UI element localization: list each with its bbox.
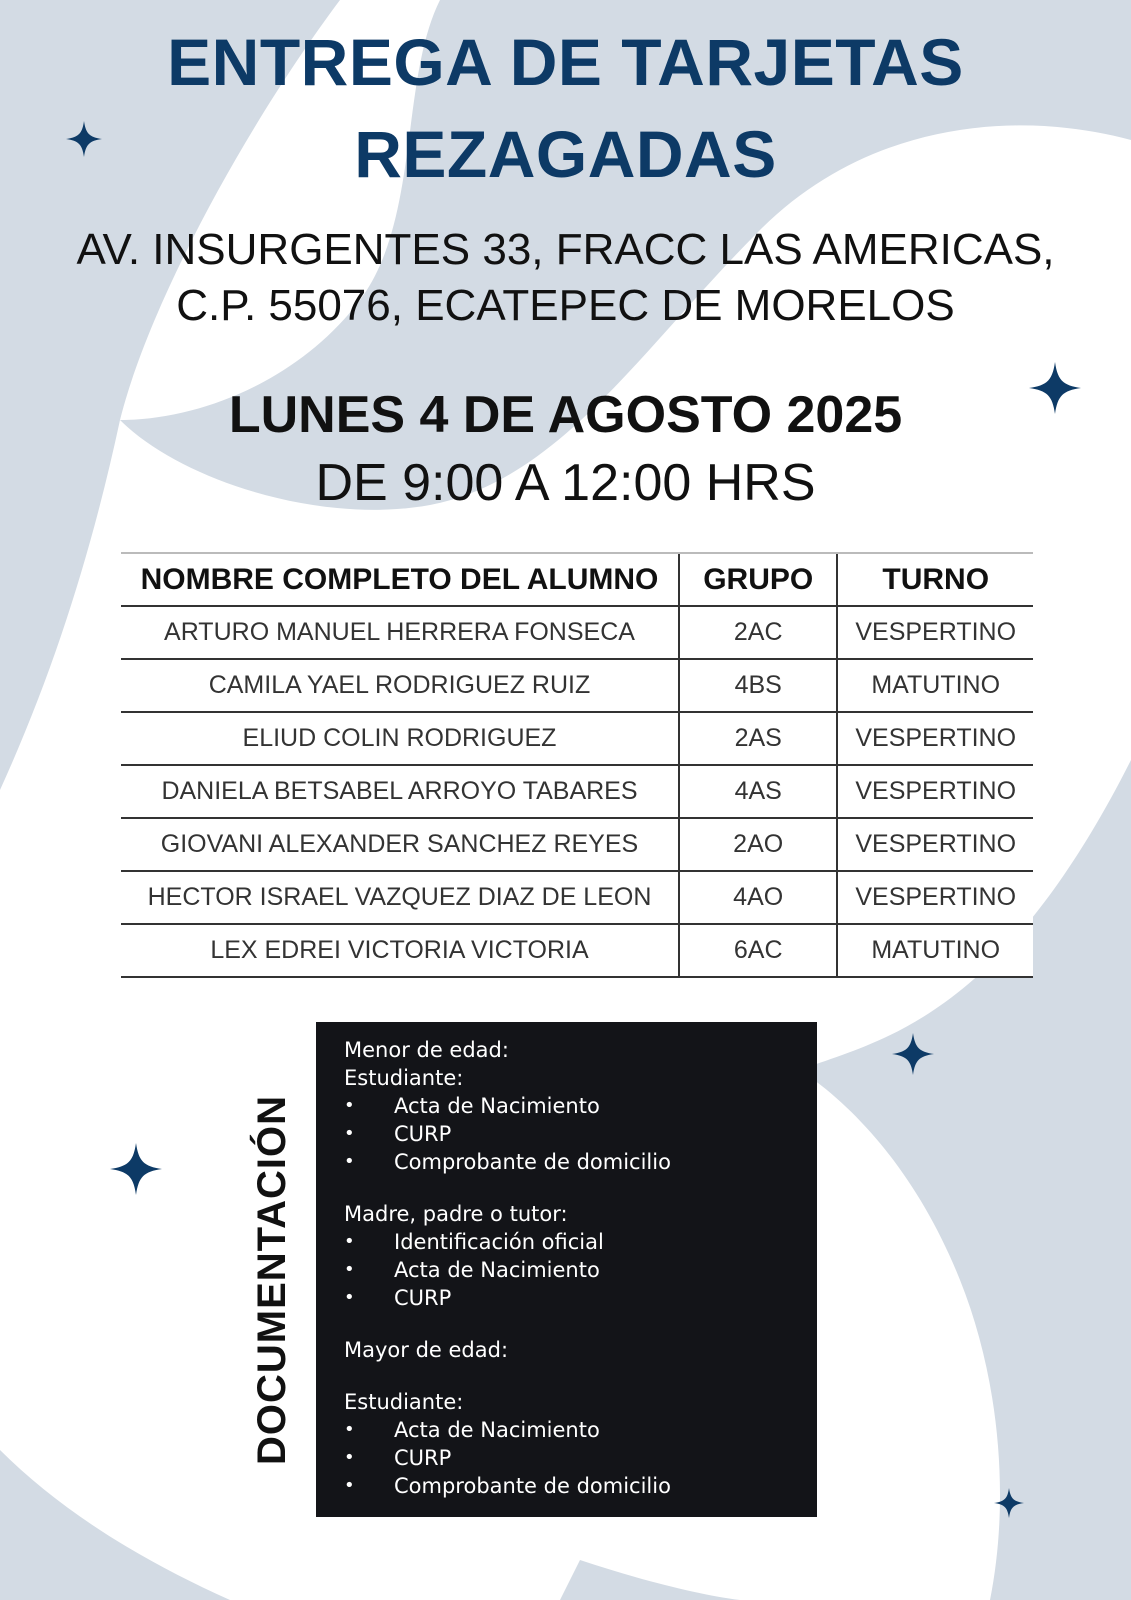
cell-name: DANIELA BETSABEL ARROYO TABARES <box>121 765 679 818</box>
documentation-box <box>316 1022 817 1517</box>
table-row <box>121 871 1033 924</box>
cell-shift: MATUTINO <box>837 659 1033 712</box>
cell-group: 2AS <box>679 712 837 765</box>
list-item: • Acta de Nacimiento <box>344 1092 797 1120</box>
cell-name: ELIUD COLIN RODRIGUEZ <box>121 712 679 765</box>
adult-heading: Mayor de edad: <box>344 1338 509 1362</box>
sparkle-icon <box>110 1143 162 1195</box>
cell-group: 2AC <box>679 606 837 659</box>
cell-name: GIOVANI ALEXANDER SANCHEZ REYES <box>121 818 679 871</box>
minor-heading: Menor de edad: <box>344 1038 509 1062</box>
cell-name: CAMILA YAEL RODRIGUEZ RUIZ <box>121 659 679 712</box>
page-title <box>0 16 1131 200</box>
cell-shift: VESPERTINO <box>837 818 1033 871</box>
address-line-1: AV. INSURGENTES 33, FRACC LAS AMERICAS, <box>76 225 1055 274</box>
list-item: • CURP <box>344 1444 797 1472</box>
header-name: NOMBRE COMPLETO DEL ALUMNO <box>121 553 679 606</box>
adult-student-list <box>344 1416 797 1500</box>
adult-student-heading: Estudiante: <box>344 1390 464 1414</box>
sparkle-icon <box>994 1488 1024 1518</box>
title-line-2: REZAGADAS <box>354 117 777 191</box>
guardian-heading: Madre, padre o tutor: <box>344 1202 568 1226</box>
header-shift: TURNO <box>837 553 1033 606</box>
cell-name: LEX EDREI VICTORIA VICTORIA <box>121 924 679 977</box>
guardian-list <box>344 1228 797 1312</box>
sparkle-icon <box>1029 362 1081 414</box>
list-item: • Acta de Nacimiento <box>344 1416 797 1444</box>
title-line-1: ENTREGA DE TARJETAS <box>167 25 964 99</box>
list-item: • CURP <box>344 1284 797 1312</box>
cell-group: 4BS <box>679 659 837 712</box>
table-row <box>121 765 1033 818</box>
minor-student-heading: Estudiante: <box>344 1066 464 1090</box>
cell-shift: VESPERTINO <box>837 712 1033 765</box>
address <box>0 222 1131 334</box>
cell-shift: VESPERTINO <box>837 765 1033 818</box>
cell-shift: MATUTINO <box>837 924 1033 977</box>
table-row <box>121 659 1033 712</box>
cell-shift: VESPERTINO <box>837 871 1033 924</box>
cell-group: 4AO <box>679 871 837 924</box>
list-item: • Comprobante de domicilio <box>344 1148 797 1176</box>
sparkle-icon <box>66 121 102 157</box>
list-item: • Identificación oficial <box>344 1228 797 1256</box>
table-header-row <box>121 553 1033 606</box>
list-item: • Comprobante de domicilio <box>344 1472 797 1500</box>
list-item: • CURP <box>344 1120 797 1148</box>
cell-group: 2AO <box>679 818 837 871</box>
address-line-2: C.P. 55076, ECATEPEC DE MORELOS <box>176 281 955 330</box>
table-row <box>121 924 1033 977</box>
header-group: GRUPO <box>679 553 837 606</box>
students-table <box>121 552 1033 978</box>
table-row <box>121 712 1033 765</box>
cell-group: 4AS <box>679 765 837 818</box>
cell-shift: VESPERTINO <box>837 606 1033 659</box>
cell-name: ARTURO MANUEL HERRERA FONSECA <box>121 606 679 659</box>
event-hours: DE 9:00 A 12:00 HRS <box>315 454 816 512</box>
documentation-label: DOCUMENTACIÓN <box>250 1094 294 1465</box>
sparkle-icon <box>892 1033 934 1075</box>
list-item: • Acta de Nacimiento <box>344 1256 797 1284</box>
minor-student-list <box>344 1092 797 1176</box>
table-row <box>121 606 1033 659</box>
event-date: LUNES 4 DE AGOSTO 2025 <box>228 386 903 444</box>
cell-name: HECTOR ISRAEL VAZQUEZ DIAZ DE LEON <box>121 871 679 924</box>
cell-group: 6AC <box>679 924 837 977</box>
table-row <box>121 818 1033 871</box>
